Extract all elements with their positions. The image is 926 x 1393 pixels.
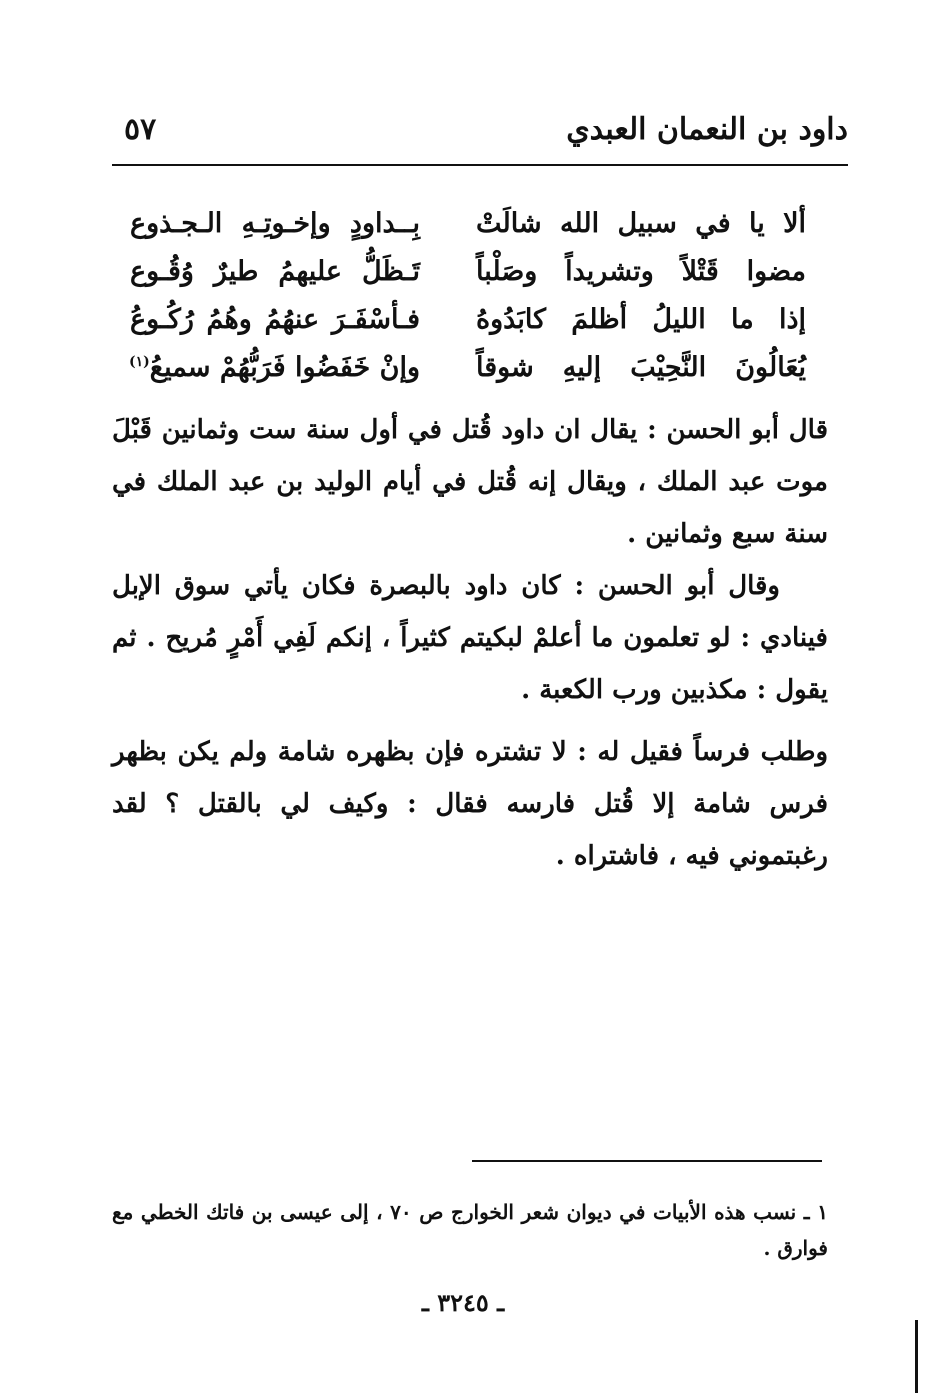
verse-first-hemistich: إذا ما الليلُ أظلمَ كابَدُوهُ — [476, 304, 806, 335]
footnote: ١ ـ نسب هذه الأبيات في ديوان شعر الخوارج ص ٧٠ ، إلى عيسى بن فاتك الخطي مع فوارق . — [112, 1200, 828, 1260]
running-header — [112, 104, 848, 162]
header-title: داود بن النعمان العبدي — [566, 112, 848, 147]
header-rule — [112, 164, 848, 166]
paragraph: وطلب فرساً فقيل له : لا تشتره فإن بظهره شامة ولم يكن بظهر فرس شامة إلا قُتل فارسه فقال : وكيف لي بالقتل ؟ لقد رغبتموني فيه ، فاشتراه . — [112, 737, 828, 871]
footnote-marker: (١) — [128, 354, 150, 370]
paragraph: قال أبو الحسن : يقال ان داود قُتل في أول سنة ست وثمانين قَبْلَ موت عبد الملك ، ويقال إنه قُتل في أيام الوليد بن عبد الملك في سنة سبع وثمانين . — [112, 415, 828, 549]
verse-first-hemistich: يُعَالُونَ النَّحِيْبَ إليهِ شوقاً — [476, 352, 806, 383]
verse — [130, 204, 806, 252]
header-page-number: ٥٧ — [124, 112, 157, 147]
verse-second-hemistich: فـأسْفَـرَ عنهُمُ وهُمُ رُكُـوعُ — [130, 304, 420, 335]
prose-block — [112, 404, 828, 882]
verse-second-hemistich: تَـظَلُّ عليهمُ طيرٌ وُقُـوع — [130, 256, 420, 287]
folio-number: ـ ٣٢٤٥ ـ — [421, 1288, 505, 1317]
verse-first-hemistich: مضوا قَتْلاً وتشريداً وصَلْباً — [476, 256, 806, 287]
verse-first-hemistich: ألا يا في سبيل الله شالَتْ — [476, 208, 806, 239]
footnote-rule — [472, 1160, 822, 1162]
poem-block — [130, 204, 806, 396]
verse-second-text: وإنْ خَفَضُوا فَرَبُّهُمْ سميعُ — [149, 352, 420, 383]
verse-second-hemistich — [130, 352, 420, 383]
paragraph: وقال أبو الحسن : كان داود بالبصرة فكان يأتي سوق الإبل فينادي : لو تعلمون ما أعلمْ لبكيتم كثيراً ، إنكم لَفِي أَمْرٍ مُريح . ثم يقول : مكذبين ورب الكعبة . — [112, 571, 828, 705]
verse — [130, 300, 806, 348]
verse — [130, 252, 806, 300]
verse-second-hemistich: بِــداودٍ وإخـوتِـهِ الـجـذوع — [130, 208, 420, 239]
scan-edge-mark — [915, 1320, 918, 1393]
verse — [130, 348, 806, 396]
